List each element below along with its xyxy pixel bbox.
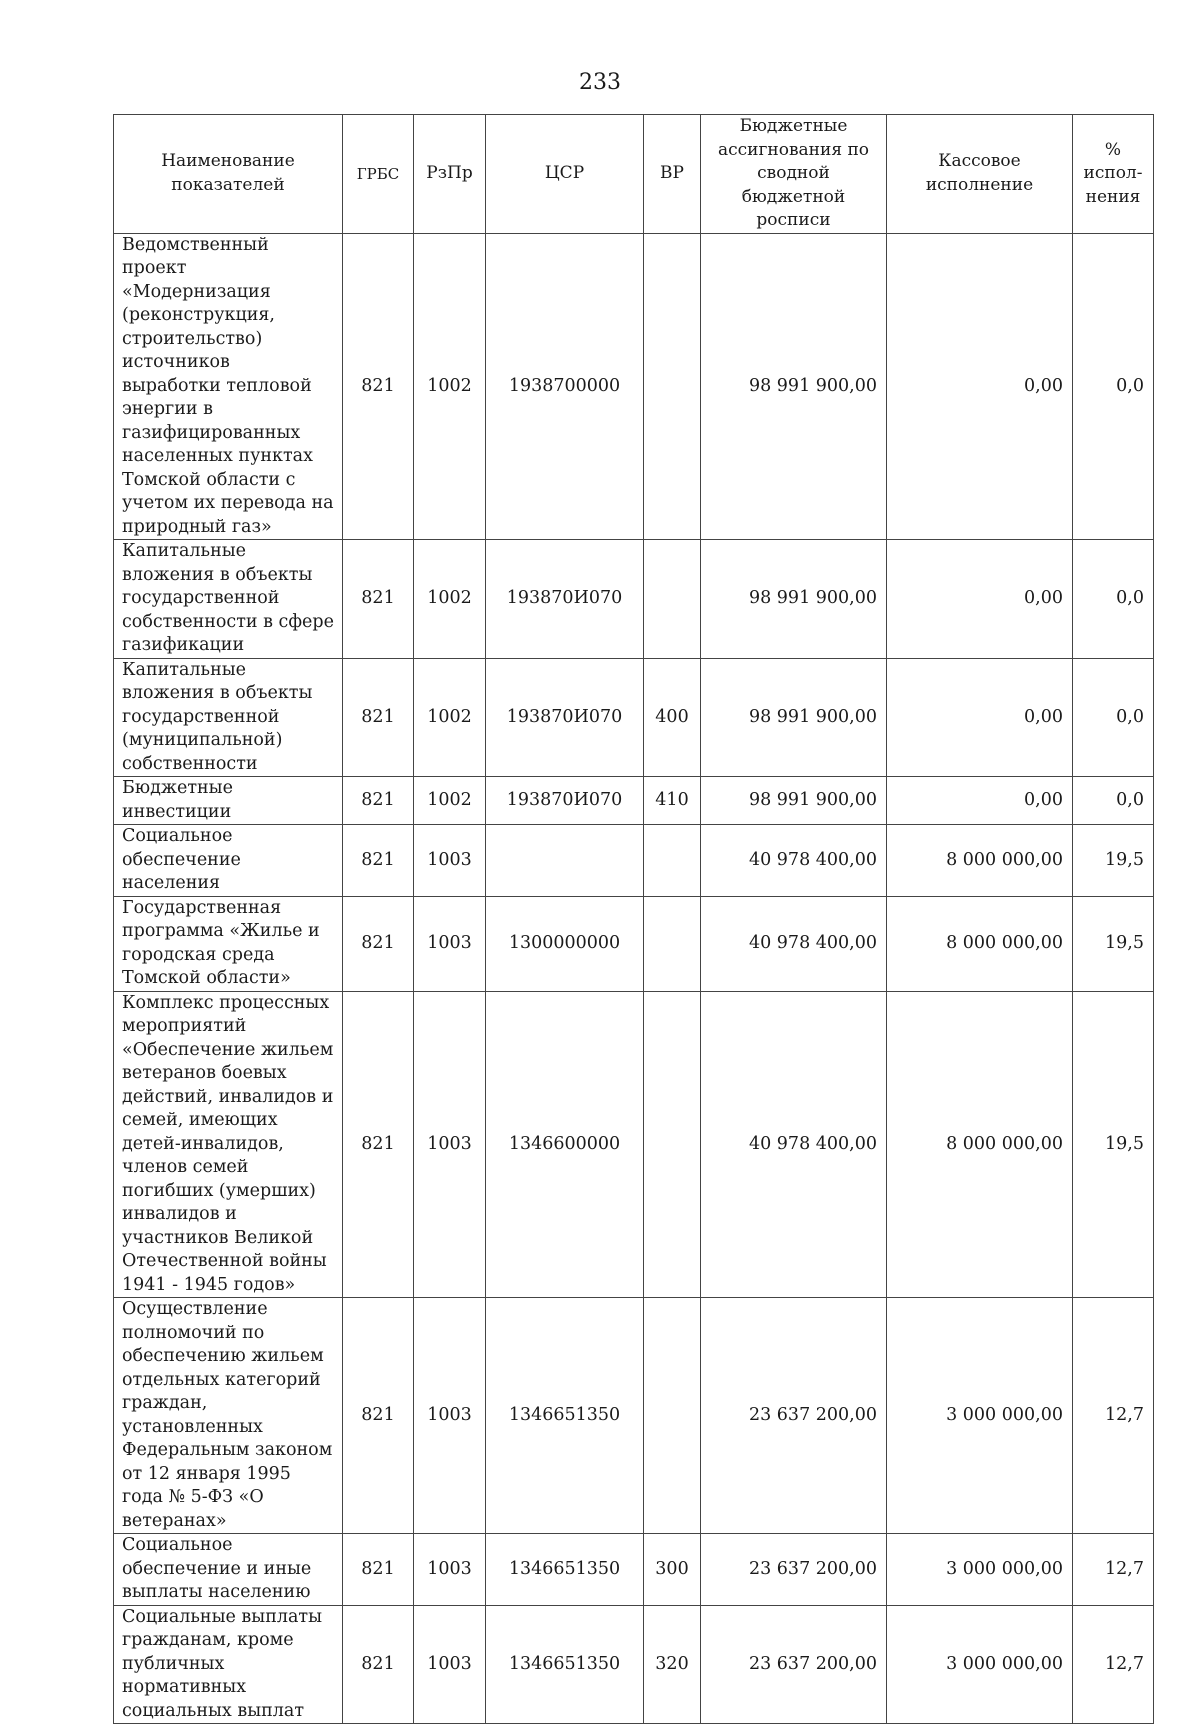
cell-rzpr: 1003 [414,1605,486,1724]
cell-budget: 23 637 200,00 [701,1534,887,1606]
cell-rzpr: 1002 [414,233,486,540]
cell-csr: 1300000000 [486,896,644,991]
cell-percent: 0,0 [1073,658,1154,777]
cell-grbs: 821 [343,1605,414,1724]
cell-budget: 23 637 200,00 [701,1298,887,1534]
table-row [114,540,1154,659]
cell-name: Бюджетные инвестиции [114,777,343,825]
cell-csr: 1346651350 [486,1534,644,1606]
cell-percent: 12,7 [1073,1534,1154,1606]
cell-budget: 40 978 400,00 [701,896,887,991]
column-header-percent: % испол-нения [1073,115,1154,234]
table-row [114,1605,1154,1724]
table-row [114,896,1154,991]
cell-vr: 320 [644,1605,701,1724]
cell-rzpr: 1003 [414,1534,486,1606]
cell-name: Социальное обеспечение населения [114,825,343,897]
cell-rzpr: 1003 [414,896,486,991]
cell-grbs: 821 [343,825,414,897]
cell-cash: 8 000 000,00 [887,825,1073,897]
cell-cash: 8 000 000,00 [887,896,1073,991]
table-row [114,777,1154,825]
cell-grbs: 821 [343,991,414,1298]
cell-name: Комплекс процессных мероприятий «Обеспечение жильем ветеранов боевых действий, инвалидов и семей, имеющих детей-инвалидов, членов семей погибших (умерших) инвалидов и участников Великой Отечественной войны 1941 - 1945 годов» [114,991,343,1298]
cell-vr [644,1298,701,1534]
cell-grbs: 821 [343,1298,414,1534]
cell-csr: 193870И070 [486,777,644,825]
cell-rzpr: 1002 [414,540,486,659]
table-row [114,991,1154,1298]
cell-cash: 0,00 [887,658,1073,777]
cell-percent: 0,0 [1073,540,1154,659]
cell-cash: 0,00 [887,233,1073,540]
cell-cash: 0,00 [887,540,1073,659]
cell-cash: 3 000 000,00 [887,1298,1073,1534]
cell-percent: 0,0 [1073,777,1154,825]
column-header-cash: Кассовое исполнение [887,115,1073,234]
cell-percent: 19,5 [1073,825,1154,897]
cell-vr: 300 [644,1534,701,1606]
cell-percent: 0,0 [1073,233,1154,540]
cell-csr: 1938700000 [486,233,644,540]
cell-grbs: 821 [343,658,414,777]
page-number: 233 [579,70,621,95]
cell-grbs: 821 [343,233,414,540]
cell-percent: 19,5 [1073,896,1154,991]
cell-csr: 193870И070 [486,658,644,777]
cell-budget: 98 991 900,00 [701,540,887,659]
cell-grbs: 821 [343,896,414,991]
cell-name: Государственная программа «Жилье и городская среда Томской области» [114,896,343,991]
cell-vr [644,540,701,659]
budget-table [113,114,1154,1724]
cell-rzpr: 1003 [414,991,486,1298]
cell-name: Социальное обеспечение и иные выплаты населению [114,1534,343,1606]
cell-vr [644,825,701,897]
table-row [114,1534,1154,1606]
cell-name: Ведомственный проект «Модернизация (реконструкция, строительство) источников выработки тепловой энергии в газифицированных населенных пунктах Томской области с учетом их перевода на природный газ» [114,233,343,540]
cell-csr: 1346651350 [486,1605,644,1724]
cell-cash: 0,00 [887,777,1073,825]
cell-cash: 8 000 000,00 [887,991,1073,1298]
cell-budget: 23 637 200,00 [701,1605,887,1724]
table-row [114,825,1154,897]
cell-grbs: 821 [343,777,414,825]
column-header-grbs: ГРБС [343,115,414,234]
cell-budget: 98 991 900,00 [701,777,887,825]
cell-csr: 1346651350 [486,1298,644,1534]
cell-percent: 19,5 [1073,991,1154,1298]
column-header-csr: ЦСР [486,115,644,234]
cell-name: Социальные выплаты гражданам, кроме публичных нормативных социальных выплат [114,1605,343,1724]
cell-rzpr: 1003 [414,825,486,897]
column-header-budget: Бюджетные ассигнования по сводной бюджетной росписи [701,115,887,234]
table-row [114,1298,1154,1534]
cell-budget: 98 991 900,00 [701,233,887,540]
cell-rzpr: 1003 [414,1298,486,1534]
cell-name: Капитальные вложения в объекты государственной (муниципальной) собственности [114,658,343,777]
cell-vr [644,991,701,1298]
cell-grbs: 821 [343,1534,414,1606]
table-header-row [114,115,1154,234]
cell-budget: 40 978 400,00 [701,991,887,1298]
cell-csr: 1346600000 [486,991,644,1298]
cell-percent: 12,7 [1073,1298,1154,1534]
cell-cash: 3 000 000,00 [887,1534,1073,1606]
cell-csr: 193870И070 [486,540,644,659]
cell-name: Осуществление полномочий по обеспечению жильем отдельных категорий граждан, установленных Федеральным законом от 12 января 1995 года № 5-ФЗ «О ветеранах» [114,1298,343,1534]
cell-csr [486,825,644,897]
cell-vr: 400 [644,658,701,777]
table-row [114,233,1154,540]
table-row [114,658,1154,777]
cell-cash: 3 000 000,00 [887,1605,1073,1724]
column-header-rzpr: РзПр [414,115,486,234]
cell-vr [644,233,701,540]
column-header-name: Наименование показателей [114,115,343,234]
cell-vr [644,896,701,991]
cell-name: Капитальные вложения в объекты государственной собственности в сфере газификации [114,540,343,659]
cell-rzpr: 1002 [414,658,486,777]
cell-rzpr: 1002 [414,777,486,825]
column-header-vr: ВР [644,115,701,234]
cell-grbs: 821 [343,540,414,659]
cell-budget: 98 991 900,00 [701,658,887,777]
cell-budget: 40 978 400,00 [701,825,887,897]
cell-vr: 410 [644,777,701,825]
cell-percent: 12,7 [1073,1605,1154,1724]
